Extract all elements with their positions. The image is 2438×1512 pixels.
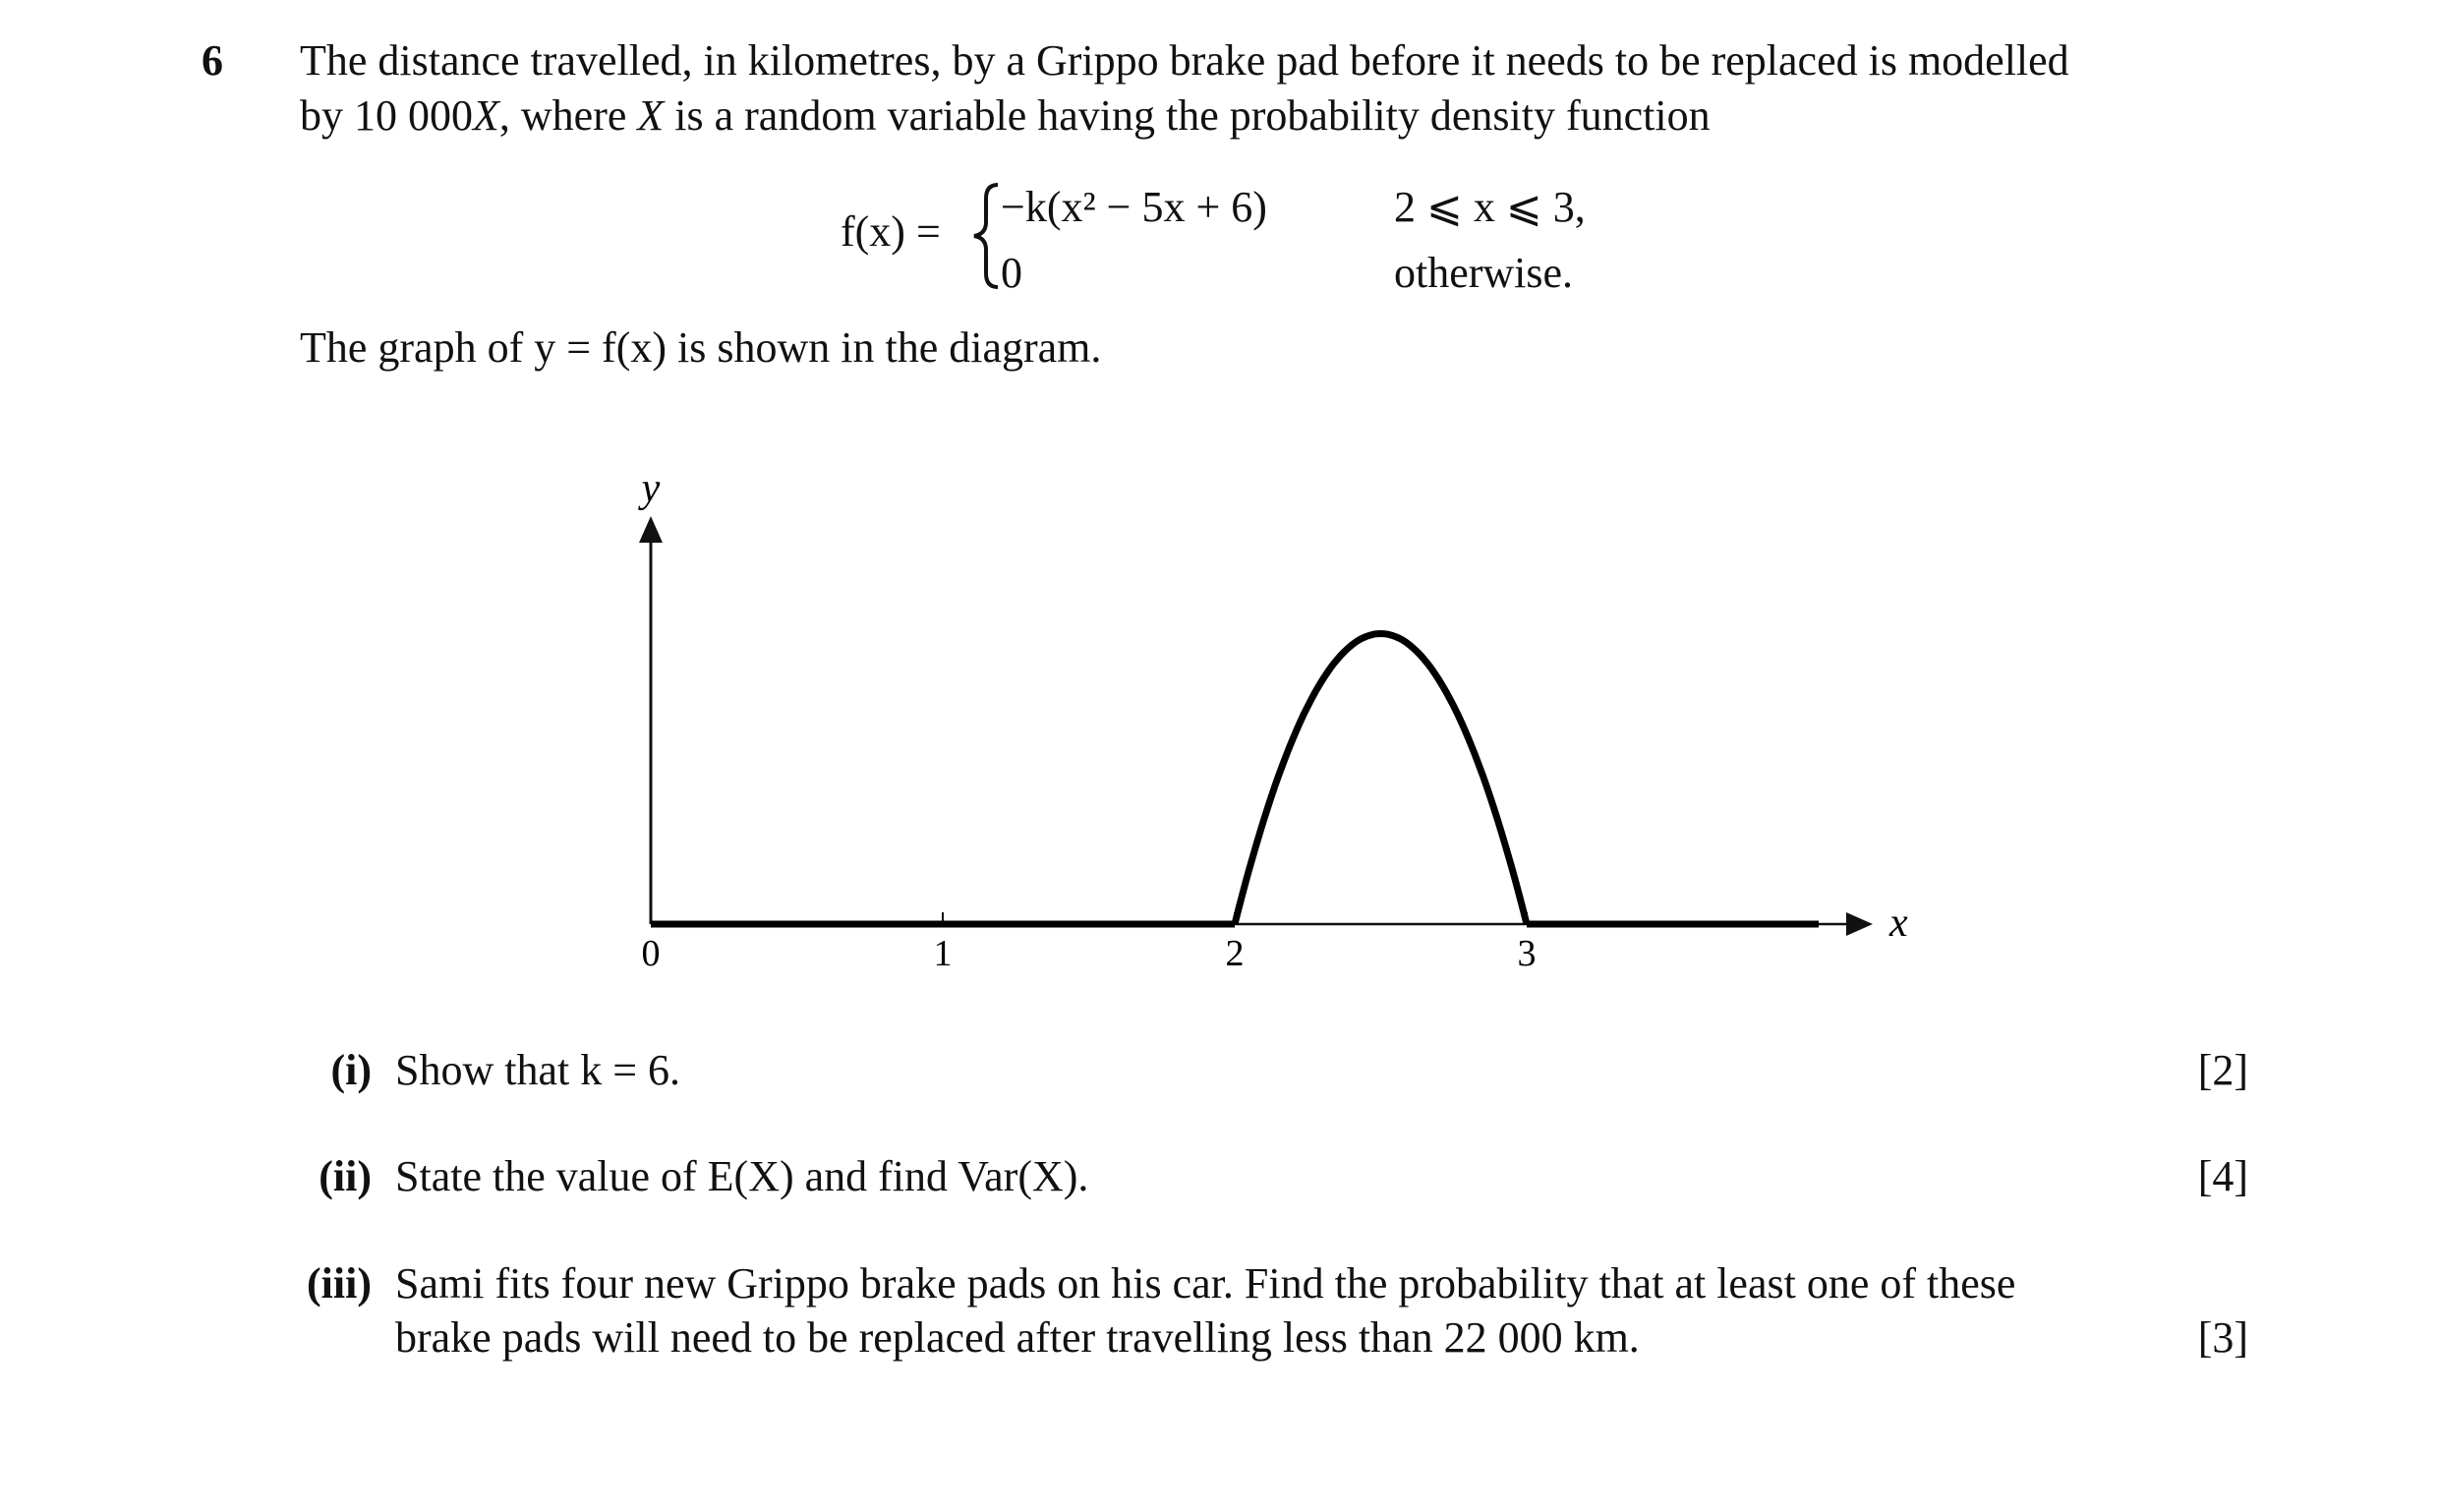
part-iii-marks: [3] <box>2197 1313 2248 1362</box>
intro-line-1: The distance travelled, in kilometres, by a Grippo brake pad before it needs to be replaced is modelled <box>300 36 2069 85</box>
intro-var-x-2: X <box>637 91 665 140</box>
graph-caption: The graph of y = f(x) is shown in the diagram. <box>300 323 1102 372</box>
intro-text-a: by 10 000 <box>300 91 473 140</box>
part-i-label: (i) <box>330 1046 372 1094</box>
x-axis-arrow-icon <box>1846 912 1873 936</box>
pdf-case1-expr: −k(x² − 5x + 6) <box>1001 183 1267 231</box>
y-axis-arrow-icon <box>639 516 663 543</box>
intro-text-c: , where <box>498 91 638 140</box>
part-iii-label: (iii) <box>307 1259 372 1308</box>
intro-var-x-1: X <box>473 91 499 140</box>
part-i-marks: [2] <box>2197 1046 2248 1094</box>
question-number: 6 <box>202 36 223 85</box>
pdf-case1-condition: 2 ⩽ x ⩽ 3, <box>1394 183 1586 231</box>
pdf-case2-condition: otherwise. <box>1394 249 1574 297</box>
part-ii-label: (ii) <box>319 1152 372 1200</box>
x-tick-label-2: 2 <box>1225 933 1245 974</box>
x-axis-label: x <box>1889 901 1908 946</box>
x-tick-label-3: 3 <box>1517 933 1537 974</box>
part-iii-text-line-2: brake pads will need to be replaced after travelling less than 22 000 km. <box>395 1313 1640 1362</box>
part-iii-text-line-1: Sami fits four new Grippo brake pads on his car. Find the probability that at least one of these <box>395 1259 2016 1308</box>
pdf-lhs: f(x) = <box>841 207 941 256</box>
part-ii-text: State the value of E(X) and find Var(X). <box>395 1152 1089 1200</box>
part-ii-marks: [4] <box>2197 1152 2248 1200</box>
x-tick-label-0: 0 <box>641 933 661 974</box>
curve-segment-1 <box>1235 634 1527 925</box>
intro-text-e: is a random variable having the probability density function <box>664 91 1711 140</box>
y-axis-label: y <box>641 466 661 511</box>
pdf-case2-expr: 0 <box>1001 249 1022 297</box>
x-tick-label-1: 1 <box>933 933 953 974</box>
part-i-text: Show that k = 6. <box>395 1046 681 1094</box>
